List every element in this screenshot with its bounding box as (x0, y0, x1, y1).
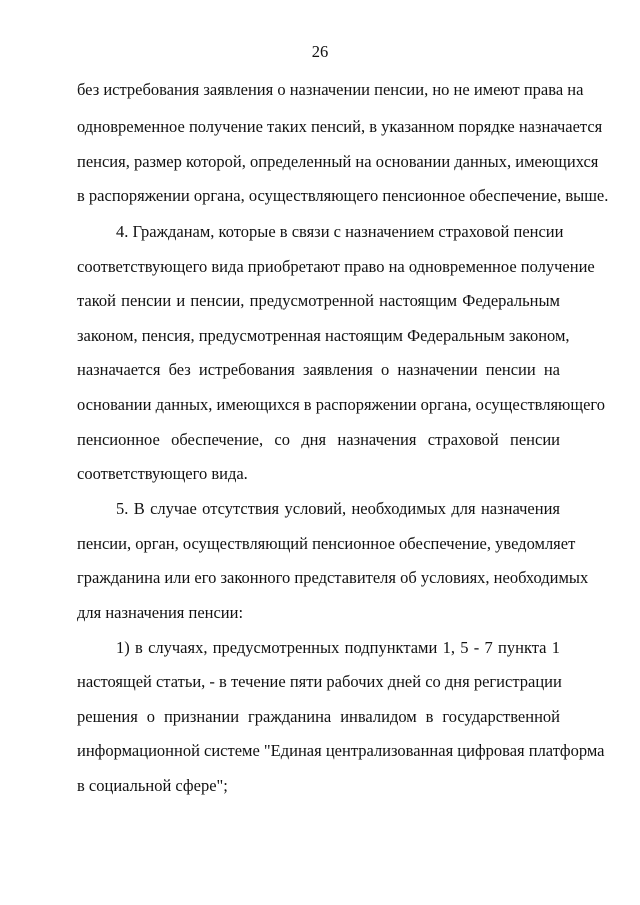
text-line: соответствующего вида приобретают право на одновременное получение (77, 257, 595, 276)
text-line: 4. Гражданам, которые в связи с назначением страховой пенсии (116, 222, 564, 241)
page-number: 26 (311, 42, 329, 61)
text-line: соответствующего вида. (77, 464, 248, 483)
text-line: пенсии, орган, осуществляющий пенсионное обеспечение, уведомляет (77, 534, 576, 553)
text-line: назначается без истребования заявления о назначении пенсии на (77, 360, 560, 379)
text-line: 1) в случаях, предусмотренных подпунктами 1, 5 - 7 пункта 1 (116, 638, 560, 657)
text-line: для назначения пенсии: (77, 603, 244, 622)
text-line: настоящей статьи, - в течение пяти рабочих дней со дня регистрации (77, 672, 562, 691)
text-line: законом, пенсия, предусмотренная настоящим Федеральным законом, (77, 326, 570, 345)
text-line: гражданина или его законного представителя об условиях, необходимых (77, 568, 589, 587)
text-line: одновременное получение таких пенсий, в указанном порядке назначается (77, 117, 603, 136)
text-line: 5. В случае отсутствия условий, необходимых для назначения (116, 499, 560, 518)
text-line: без истребования заявления о назначении пенсии, но не имеют права на (77, 80, 584, 99)
text-line: пенсия, размер которой, определенный на основании данных, имеющихся (77, 152, 599, 171)
text-line: в социальной сфере"; (77, 776, 228, 795)
text-line: решения о признании гражданина инвалидом в государственной (77, 707, 560, 726)
text-line: такой пенсии и пенсии, предусмотренной настоящим Федеральным (77, 291, 560, 310)
text-line: основании данных, имеющихся в распоряжении органа, осуществляющего (77, 395, 606, 414)
text-line: в распоряжении органа, осуществляющего пенсионное обеспечение, выше. (77, 186, 609, 205)
text-line: пенсионное обеспечение, со дня назначения страховой пенсии (77, 430, 560, 449)
text-line: информационной системе "Единая централизованная цифровая платформа (77, 741, 605, 760)
